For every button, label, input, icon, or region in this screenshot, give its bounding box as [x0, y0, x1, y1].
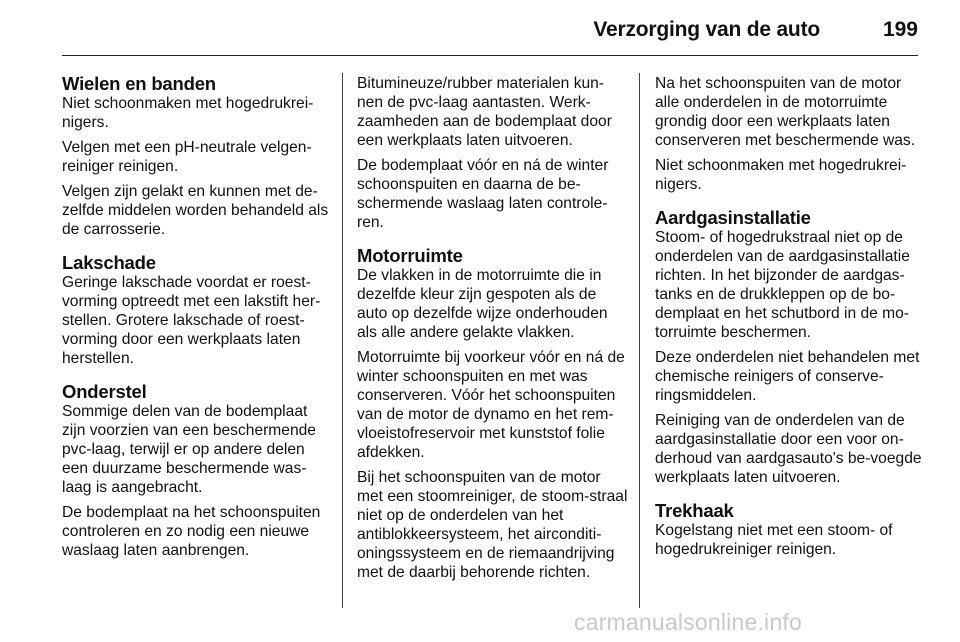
- paragraph: Velgen met een pH-neutrale velgen-reiniger reinigen.: [62, 139, 312, 175]
- column-2: [357, 74, 629, 596]
- paragraph: Sommige delen van de bodemplaat zijn voorzien van een beschermende pvc-laag, terwijl er op andere delen een duurzame beschermende was-laag is aangebracht.: [62, 403, 316, 496]
- paragraph: Bij het schoonspuiten van de motor met een stoomreiniger, de stoom-straal niet op de onderdelen van het antiblokkeersysteem, het airconditi-oningssysteem en de riemaandrijving met de daarbij behorende richten.: [357, 469, 628, 581]
- section-heading: Motorruimte: [357, 245, 463, 266]
- paragraph: Niet schoonmaken met hogedrukrei-nigers.: [62, 95, 314, 131]
- section-onderstel-continued: [357, 74, 629, 232]
- paragraph: Reiniging van de onderdelen van de aardgasinstallatie door een voor on-derhoud van aardgasauto's be-voegde werkplaats laten uitvoeren.: [655, 412, 922, 486]
- paragraph: Bitumineuze/rubber materialen kun-nen de pvc-laag aantasten. Werk-zaamheden aan de bodemplaat door een werkplaats laten uitvoeren.: [357, 75, 612, 149]
- section-onderstel: [62, 382, 332, 560]
- paragraph: Motorruimte bij voorkeur vóór en ná de winter schoonspuiten en met was conserveren. Vóór het schoonspuiten van de motor de dynamo en het rem-vloeistofreservoir met kunststof folie afdekken.: [357, 349, 625, 461]
- paragraph: Stoom- of hogedrukstraal niet op de onderdelen van de aardgasinstallatie richten. In het bijzonder de aardgas-tanks en de drukkleppen op de bo-demplaat en het schutbord in de mo-torruimte beschermen.: [655, 229, 910, 341]
- section-wielen-en-banden: [62, 74, 332, 239]
- section-heading: Trekhaak: [655, 500, 734, 521]
- column-1: [62, 74, 332, 574]
- section-heading: Lakschade: [62, 252, 156, 273]
- page-header: [62, 14, 918, 54]
- paragraph: Deze onderdelen niet behandelen met chemische reinigers of conserve-ringsmiddelen.: [655, 349, 920, 404]
- watermark: carmanualsonline.info: [574, 609, 802, 635]
- paragraph: De vlakken in de motorruimte die in dezelfde kleur zijn gespoten als de auto op dezelfde wijze onderhouden als alle andere gelakte vlakken.: [357, 267, 608, 341]
- paragraph: Na het schoonspuiten van de motor alle onderdelen in de motorruimte grondig door een werkplaats laten conserveren met beschermende was.: [655, 75, 916, 149]
- section-heading: Onderstel: [62, 381, 147, 402]
- paragraph: Kogelstang niet met een stoom- of hogedrukreiniger reinigen.: [655, 522, 893, 558]
- column-divider-1: [342, 73, 343, 608]
- section-motorruimte-continued: [655, 74, 927, 194]
- header-divider: [62, 55, 918, 56]
- section-trekhaak: [655, 501, 927, 559]
- section-lakschade: [62, 253, 332, 368]
- section-heading: Aardgasinstallatie: [655, 207, 811, 228]
- column-3: [655, 74, 927, 573]
- paragraph: De bodemplaat vóór en ná de winter schoonspuiten en daarna de be-schermende waslaag laten controle-ren.: [357, 157, 609, 231]
- paragraph: Niet schoonmaken met hogedrukrei-nigers.: [655, 157, 907, 193]
- section-motorruimte: [357, 246, 629, 582]
- section-aardgasinstallatie: [655, 208, 927, 487]
- page-title: Verzorging van de auto: [593, 18, 820, 41]
- paragraph: Geringe lakschade voordat er roest-vorming optreedt met een lakstift her-stellen. Grotere lakschade of roest-vorming door een werkplaats laten herstellen.: [62, 274, 321, 367]
- paragraph: De bodemplaat na het schoonspuiten controleren en zo nodig een nieuwe waslaag laten aanbrengen.: [62, 504, 321, 559]
- paragraph: Velgen zijn gelakt en kunnen met de-zelfde middelen worden behandeld als de carrosserie.: [62, 183, 329, 238]
- column-divider-2: [639, 73, 640, 608]
- page-number: 199: [882, 18, 918, 41]
- section-heading: Wielen en banden: [62, 73, 216, 94]
